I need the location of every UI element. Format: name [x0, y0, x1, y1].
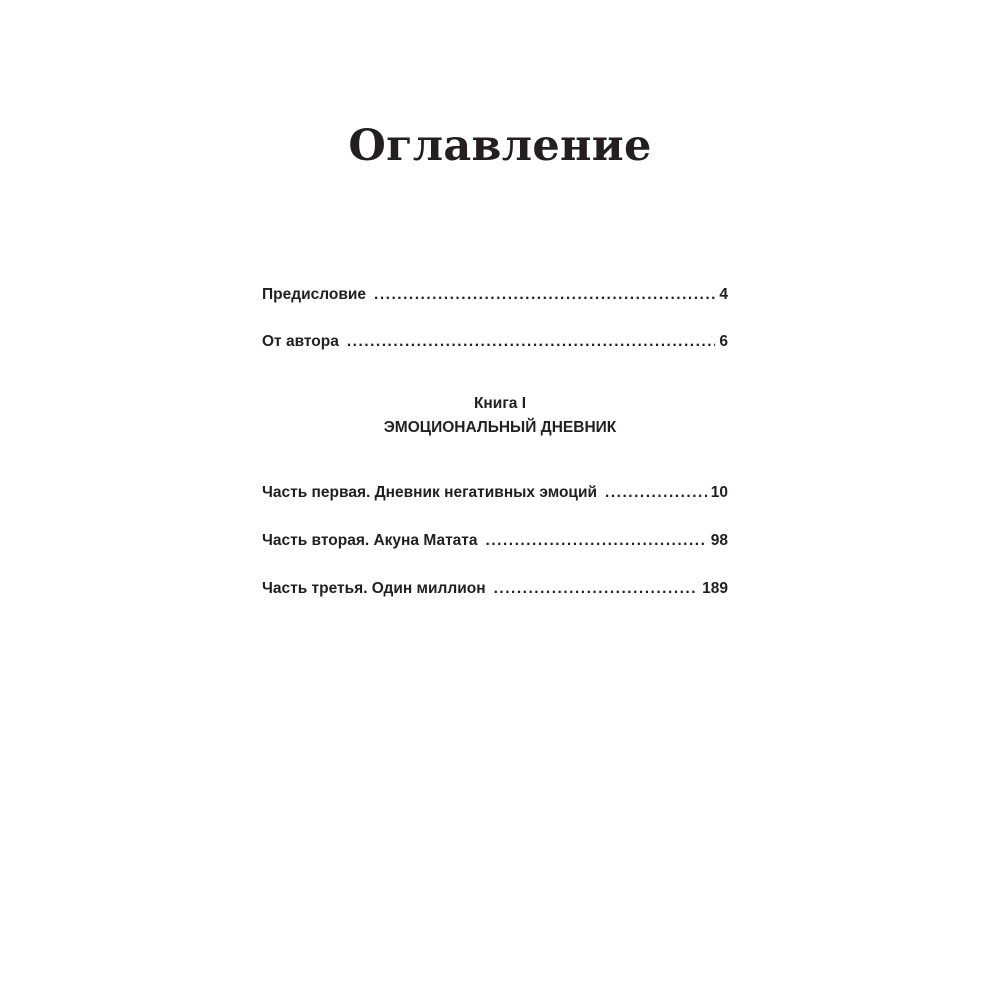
toc-entry-part-one[interactable]: [262, 482, 728, 504]
toc-entry-page-number: 189: [702, 580, 728, 597]
dot-leader: [605, 482, 707, 504]
page-title: Оглавление: [348, 121, 652, 171]
dot-leader: [486, 530, 707, 552]
book-number: Книга I: [473, 395, 527, 412]
toc-entry-part-three[interactable]: [262, 578, 728, 600]
toc-entry-page-number: 98: [710, 532, 728, 549]
toc-entry-page-number: 10: [710, 484, 728, 501]
book-name: ЭМОЦИОНАЛЬНЫЙ ДНЕВНИК: [383, 419, 617, 436]
toc-entry-from-author[interactable]: [262, 331, 728, 353]
toc-entry-label: Часть третья. Один миллион: [262, 580, 486, 597]
toc-entry-preface[interactable]: [262, 284, 728, 306]
dot-leader: [347, 331, 716, 353]
toc-entry-label: От автора: [262, 333, 339, 350]
toc-entry-label: Часть первая. Дневник негативных эмоций: [262, 484, 598, 501]
toc-entry-page-number: 4: [719, 286, 728, 303]
dot-leader: [374, 284, 715, 306]
toc-entry-part-two[interactable]: [262, 530, 728, 552]
toc-entry-page-number: 6: [719, 333, 728, 350]
dot-leader: [494, 578, 699, 600]
toc-entry-label: Часть вторая. Акуна Матата: [262, 532, 478, 549]
toc-entry-label: Предисловие: [262, 286, 367, 303]
